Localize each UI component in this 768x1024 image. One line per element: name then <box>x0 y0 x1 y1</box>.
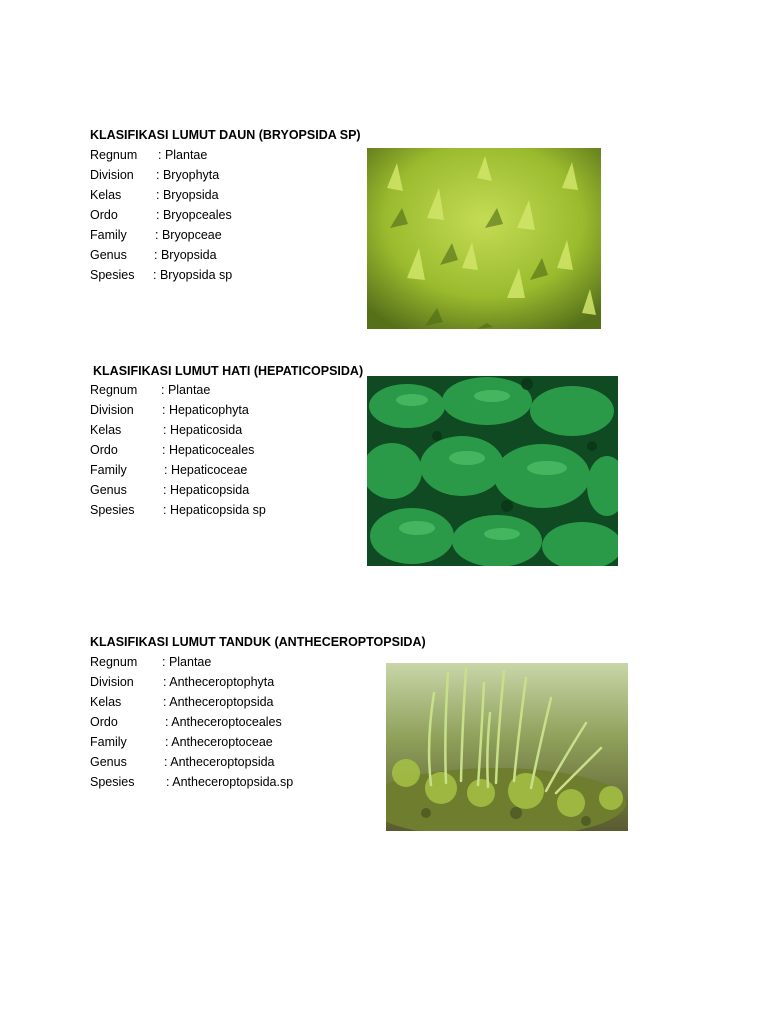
row-label: Genus <box>90 248 127 262</box>
classification-row-ordo <box>90 205 361 225</box>
classification-row-family <box>90 225 361 245</box>
classification-row-kelas <box>90 420 266 440</box>
section-lumut-tanduk <box>90 634 426 792</box>
row-value: : Plantae <box>161 383 211 397</box>
row-value: : Antheceroptopsida.sp <box>166 775 294 789</box>
row-value: : Antheceroptoceales <box>165 715 282 729</box>
row-label: Kelas <box>90 423 122 437</box>
classification-row-family <box>90 460 266 480</box>
classification-row-kelas <box>90 185 361 205</box>
row-label: Spesies <box>90 268 135 282</box>
classification-row-regnum <box>90 145 361 165</box>
row-value: : Plantae <box>158 148 208 162</box>
row-value: : Hepaticopsida <box>163 483 250 497</box>
hornwort-photo <box>386 663 628 831</box>
classification-row-regnum <box>90 652 426 672</box>
classification-row-family <box>90 732 426 752</box>
row-value: : Bryopsida <box>154 248 217 262</box>
section-lumut-daun <box>90 127 361 285</box>
section-heading: KLASIFIKASI LUMUT TANDUK (ANTHECEROPTOPSIDA) <box>90 635 426 649</box>
row-label: Division <box>90 675 134 689</box>
classification-row-genus <box>90 480 266 500</box>
row-value: : Hepaticoceales <box>162 443 255 457</box>
classification-row-division <box>90 672 426 692</box>
classification-row-spesies <box>90 772 426 792</box>
row-value: : Hepaticoceae <box>164 463 248 477</box>
moss-leaf-photo <box>367 148 601 329</box>
row-value: : Bryopsida <box>156 188 219 202</box>
classification-row-division <box>90 165 361 185</box>
row-label: Genus <box>90 755 127 769</box>
section-lumut-hati <box>93 363 363 379</box>
row-label: Regnum <box>90 148 138 162</box>
classification-row-spesies <box>90 500 266 520</box>
row-label: Family <box>90 463 127 477</box>
row-value: : Hepaticosida <box>163 423 243 437</box>
row-value: : Antheceroptoceae <box>165 735 273 749</box>
classification-row-kelas <box>90 692 426 712</box>
row-value: : Bryophyta <box>156 168 220 182</box>
row-value: : Hepaticopsida sp <box>163 503 266 517</box>
row-label: Division <box>90 403 134 417</box>
row-label: Kelas <box>90 188 122 202</box>
row-value: : Antheceroptopsida <box>164 755 275 769</box>
classification-row-genus <box>90 245 361 265</box>
classification-row-ordo <box>90 440 266 460</box>
row-value: : Hepaticophyta <box>162 403 249 417</box>
row-label: Genus <box>90 483 127 497</box>
row-value: : Antheceroptopsida <box>163 695 274 709</box>
row-label: Family <box>90 735 127 749</box>
section-heading: KLASIFIKASI LUMUT HATI (HEPATICOPSIDA) <box>93 364 364 378</box>
classification-row-spesies <box>90 265 361 285</box>
row-value: : Antheceroptophyta <box>163 675 275 689</box>
row-label: Spesies <box>90 775 135 789</box>
row-label: Ordo <box>90 443 118 457</box>
row-label: Family <box>90 228 127 242</box>
classification-row-ordo <box>90 712 426 732</box>
row-value: : Plantae <box>162 655 212 669</box>
liverwort-photo <box>367 376 618 566</box>
row-label: Kelas <box>90 695 122 709</box>
section-heading: KLASIFIKASI LUMUT DAUN (BRYOPSIDA SP) <box>90 128 361 142</box>
row-label: Division <box>90 168 134 182</box>
row-label: Regnum <box>90 655 138 669</box>
row-value: : Bryopceales <box>156 208 232 222</box>
classification-row-genus <box>90 752 426 772</box>
classification-row-regnum <box>90 380 266 400</box>
row-label: Ordo <box>90 715 118 729</box>
row-label: Ordo <box>90 208 118 222</box>
row-label: Spesies <box>90 503 135 517</box>
section-lumut-hati-rows <box>90 380 266 520</box>
classification-row-division <box>90 400 266 420</box>
row-label: Regnum <box>90 383 138 397</box>
row-value: : Bryopsida sp <box>153 268 233 282</box>
row-value: : Bryopceae <box>155 228 222 242</box>
